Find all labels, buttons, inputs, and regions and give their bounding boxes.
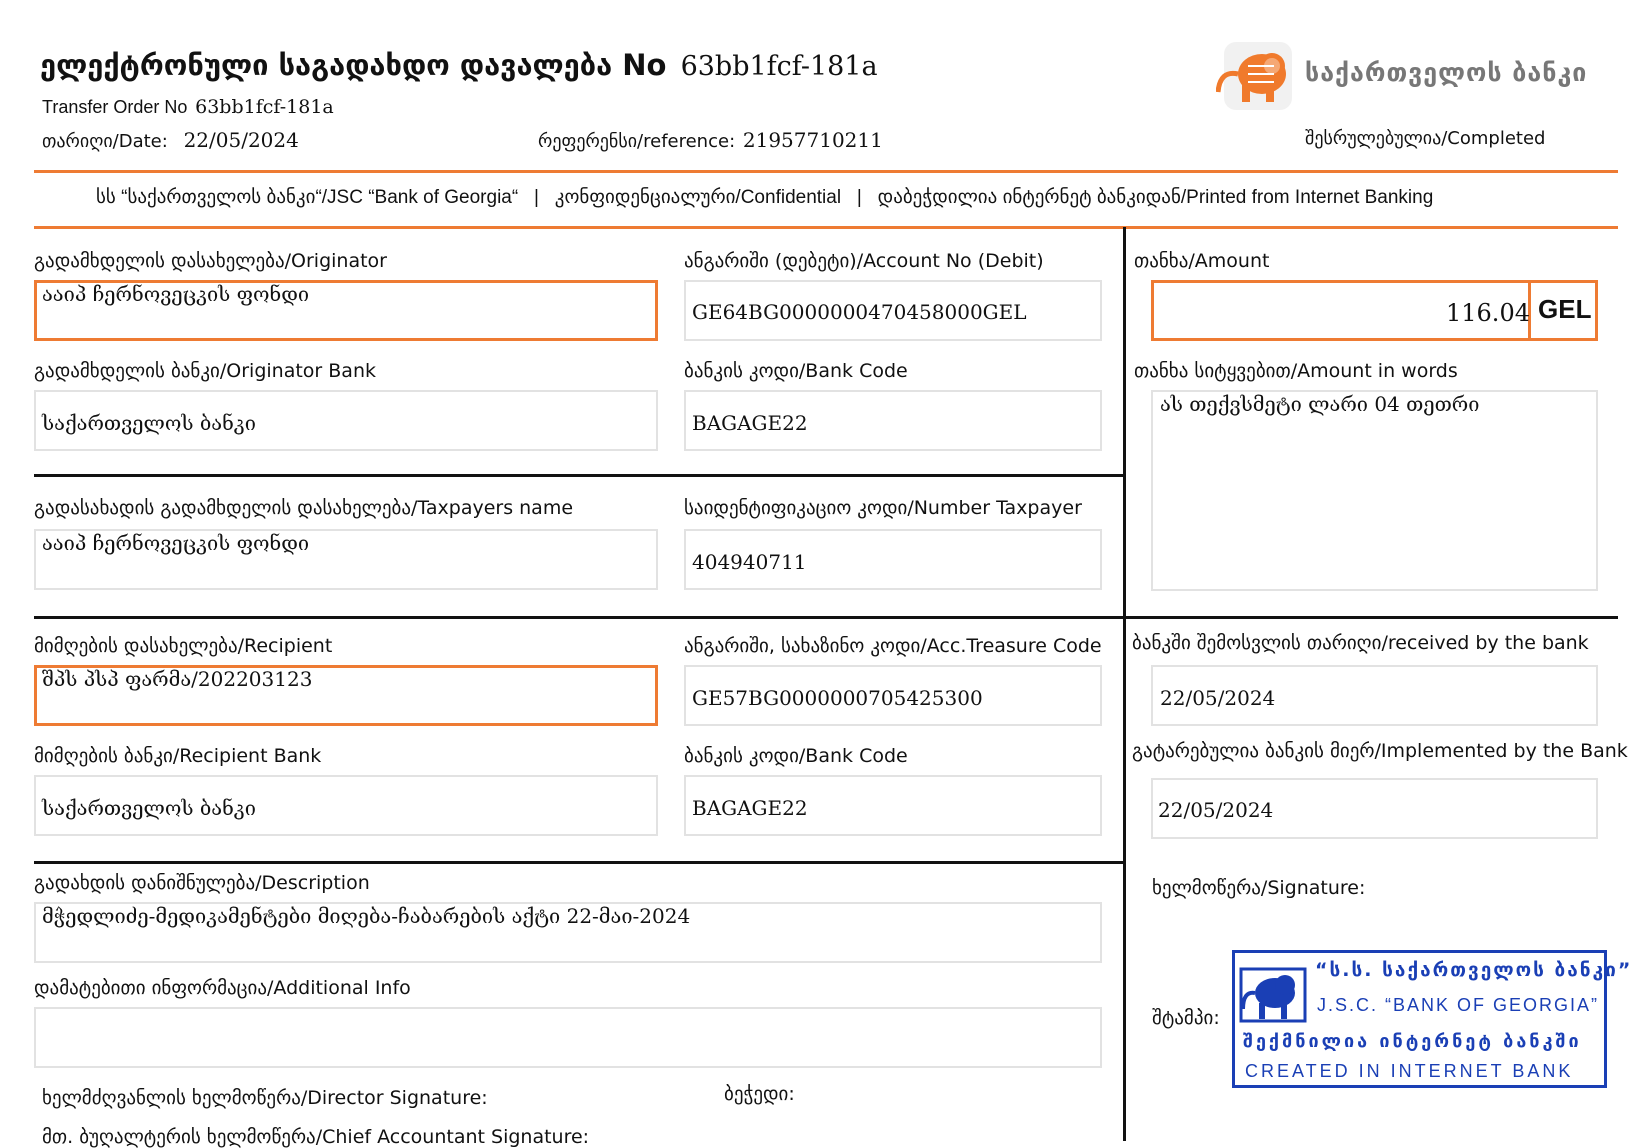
reference-label: რეფერენსი/reference:	[538, 131, 736, 152]
signature-label: ხელმოწერა/Signature:	[1152, 877, 1366, 899]
bank-stamp	[1232, 950, 1633, 1088]
amount-words-field	[1151, 390, 1598, 591]
amount-value: 116.04	[1446, 299, 1530, 327]
stamp-line-3: შექმნილია ინტერნეტ ბანკში	[1243, 1031, 1582, 1052]
taxpayer-id-label: საიდენტიფიკაციო კოდი/Number Taxpayer	[684, 497, 1082, 519]
strip-text: სს “საქართველოს ბანკი“/JSC “Bank of Georgia“ | კონფიდენციალური/Confidential | დაბეჭდილია ინტერნეტ ბანკიდან/Printed from Internet Banking	[96, 187, 1434, 208]
recipient-bank-label: მიმღების ბანკი/Recipient Bank	[34, 745, 322, 767]
stamp-line-2: J.S.C. “BANK OF GEORGIA”	[1317, 995, 1600, 1015]
additional-info-field	[34, 1007, 1102, 1068]
transfer-order-line	[42, 96, 334, 118]
stamp-lion-icon	[1239, 961, 1307, 1025]
received-date-value: 22/05/2024	[1160, 686, 1276, 710]
separator-1	[34, 474, 1123, 477]
date-value: 22/05/2024	[183, 128, 299, 152]
originator-account-value: GE64BG0000000470458000GEL	[692, 300, 1027, 324]
reference-line	[538, 128, 883, 152]
strip-bottom-line	[34, 226, 1618, 229]
originator-bank-value: საქართველოს ბანკი	[42, 411, 256, 435]
bank-name: საქართველოს ბანკი	[1305, 58, 1588, 87]
originator-account-label: ანგარიში (დებეტი)/Account No (Debit)	[684, 250, 1044, 272]
transfer-order-id: 63bb1fcf-181a	[195, 96, 334, 118]
taxpayer-name-value: ააიპ ჩერნოვეცკის ფონდი	[42, 531, 310, 555]
stamp-line-4: CREATED IN INTERNET BANK	[1245, 1061, 1574, 1081]
additional-info-label: დამატებითი ინფორმაცია/Additional Info	[34, 977, 411, 999]
taxpayer-id-value: 404940711	[692, 550, 807, 574]
recipient-account-label: ანგარიში, სახაზინო კოდი/Acc.Treasure Code	[684, 635, 1102, 657]
recipient-name-label: მიმღების დასახელება/Recipient	[34, 635, 333, 657]
chief-accountant-label: მთ. ბუღალტერის ხელმოწერა/Chief Accountant Signature:	[42, 1126, 590, 1148]
document-title-text: ელექტრონული საგადახდო დავალება No	[40, 48, 667, 82]
amount-currency: GEL	[1538, 294, 1592, 324]
description-value: მჭედლიძე-მედიკამენტები მიღება-ჩაბარების აქტი 22-მაი-2024	[42, 904, 691, 928]
date-line	[42, 128, 299, 152]
originator-name-label: გადამხდელის დასახელება/Originator	[34, 250, 387, 272]
status-text: შესრულებულია/Completed	[1305, 128, 1546, 149]
description-label: გადახდის დანიშნულება/Description	[34, 872, 370, 894]
document-title	[40, 48, 878, 82]
recipient-bank-code-value: BAGAGE22	[692, 796, 808, 820]
amount-words-value: ას თექვსმეტი ლარი 04 თეთრი	[1160, 392, 1480, 416]
originator-name-value: ააიპ ჩერნოვეცკის ფონდი	[42, 282, 310, 306]
reference-value: 21957710211	[742, 128, 883, 152]
received-date-label: ბანკში შემოსვლის თარიღი/received by the bank	[1132, 632, 1589, 654]
strip-top-line	[34, 170, 1618, 173]
stamp-label: შტამპი:	[1152, 1007, 1220, 1029]
recipient-name-value: შპს პსპ ფარმა/202203123	[42, 667, 313, 691]
originator-bank-code-value: BAGAGE22	[692, 411, 808, 435]
implemented-date-value: 22/05/2024	[1158, 798, 1274, 822]
main-divider	[1123, 227, 1126, 1141]
implemented-date-label: გატარებულია ბანკის მიერ/Implemented by the Bank	[1132, 740, 1628, 762]
transfer-order-label: Transfer Order No	[42, 97, 188, 117]
recipient-account-value: GE57BG0000000705425300	[692, 686, 983, 710]
taxpayer-name-label: გადასახადის გადამხდელის დასახელება/Taxpayers name	[34, 497, 574, 519]
originator-bank-label: გადამხდელის ბანკი/Originator Bank	[34, 360, 376, 382]
separator-3	[34, 861, 1123, 864]
separator-2	[34, 616, 1618, 619]
originator-bank-code-label: ბანკის კოდი/Bank Code	[684, 360, 908, 382]
seal-label: ბეჭედი:	[724, 1083, 795, 1105]
amount-label: თანხა/Amount	[1134, 250, 1270, 272]
stamp-line-1: “ს.ს. საქართველოს ბანკი”	[1315, 959, 1633, 981]
director-signature-label: ხელმძღვანლის ხელმოწერა/Director Signature:	[42, 1087, 488, 1109]
recipient-bank-code-label: ბანკის კოდი/Bank Code	[684, 745, 908, 767]
order-id: 63bb1fcf-181a	[680, 51, 878, 82]
recipient-bank-value: საქართველოს ბანკი	[42, 796, 256, 820]
date-label: თარიღი/Date:	[42, 131, 168, 152]
bank-logo	[1216, 40, 1296, 112]
amount-words-label: თანხა სიტყვებით/Amount in words	[1134, 360, 1458, 382]
lion-logo-icon	[1216, 40, 1296, 112]
